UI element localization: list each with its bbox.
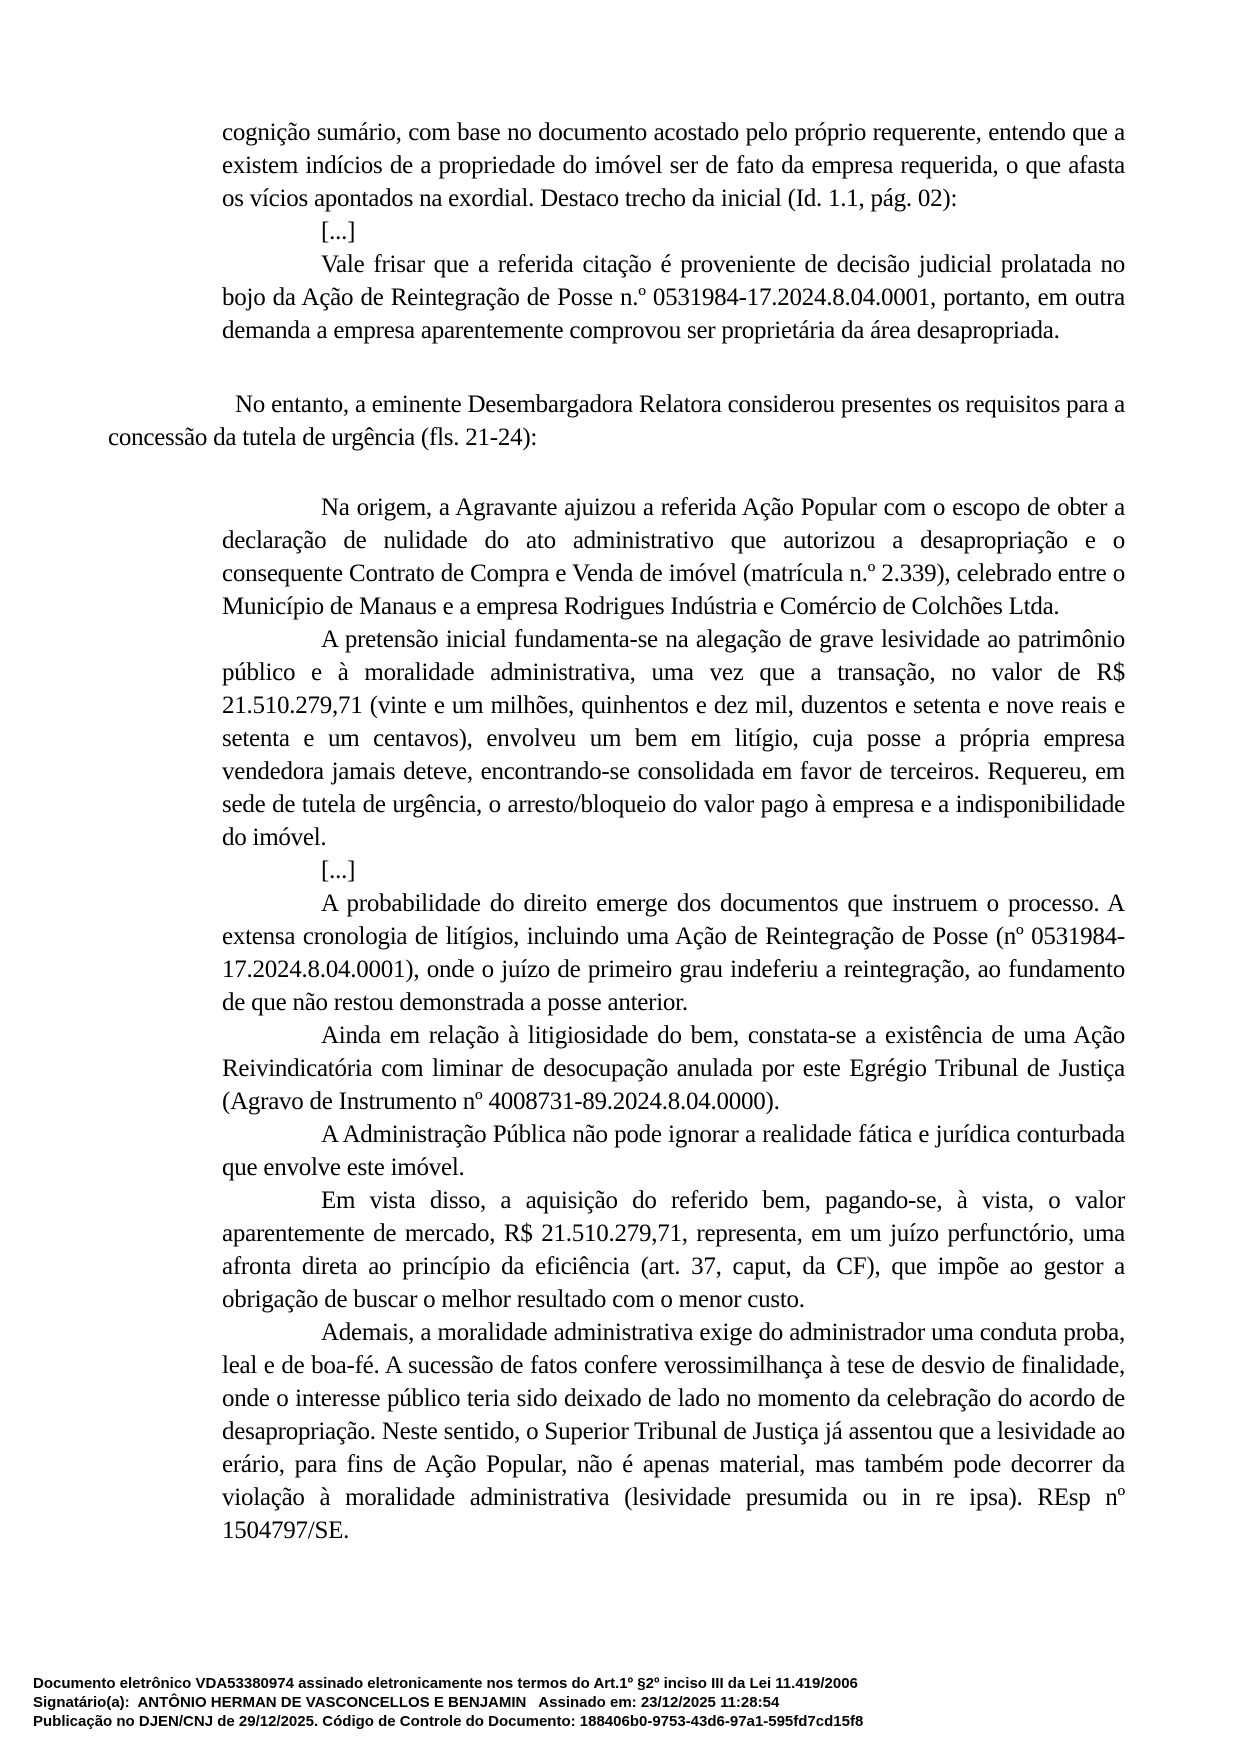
quote-block-decision-excerpt [222, 116, 1125, 347]
quote2-ellipsis: [...] [321, 857, 356, 884]
quote1-paragraph-continuation: cognição sumário, com base no documento acostado pelo próprio requerente, entendo que a existem indícios de a propriedade do imóvel ser de fato da empresa requerida, o que afasta os vícios apontados na exordial. Destaco trecho da inicial (Id. 1.1, pág. 02): [222, 119, 1125, 212]
quote2-paragraph-litigiosidade: Ainda em relação à litigiosidade do bem, constata-se a existência de uma Ação Reivindicatória com liminar de desocupação anulada por este Egrégio Tribunal de Justiça (Agravo de Instrumento nº 4008731-89.2024.8.04.0000). [222, 1022, 1125, 1115]
quote1-paragraph-vale-frisar: Vale frisar que a referida citação é proveniente de decisão judicial prolatada no bojo da Ação de Reintegração de Posse n.º 0531984-17.2024.8.04.0001, portanto, em outra demanda a empresa aparentemente comprovou ser proprietária da área desapropriada. [222, 251, 1125, 344]
quote2-paragraph-na-origem: Na origem, a Agravante ajuizou a referida Ação Popular com o escopo de obter a declaração de nulidade do ato administrativo que autorizou a desapropriação e o consequente Contrato de Compra e Venda de imóvel (matrícula n.º 2.339), celebrado entre o Município de Manaus e a empresa Rodrigues Indústria e Comércio de Colchões Ltda. [222, 494, 1125, 620]
quote-block-tutela-urgencia [222, 491, 1125, 1547]
quote2-paragraph-administracao-publica: A Administração Pública não pode ignorar a realidade fática e jurídica conturbada que envolve este imóvel. [222, 1121, 1125, 1181]
quote1-ellipsis: [...] [321, 218, 356, 245]
footer-line-electronic-document: Documento eletrônico VDA53380974 assinado eletronicamente nos termos do Art.1º §2º inciso III da Lei 11.419/2006 [33, 1675, 858, 1692]
quote2-paragraph-ademais-moralidade: Ademais, a moralidade administrativa exige do administrador uma conduta proba, leal e de boa-fé. A sucessão de fatos confere verossimilhança à tese de desvio de finalidade, onde o interesse público teria sido deixado de lado no momento da celebração do acordo de desapropriação. Neste sentido, o Superior Tribunal de Justiça já assentou que a lesividade ao erário, para fins de Ação Popular, não é apenas material, mas também pode decorrer da violação à moralidade administrativa (lesividade presumida ou in re ipsa). REsp nº 1504797/SE. [222, 1319, 1125, 1544]
footer-line-signatory: Signatário(a): ANTÔNIO HERMAN DE VASCONCELLOS E BENJAMIN Assinado em: 23/12/2025 11:28:54 [33, 1694, 780, 1711]
body-paragraph-no-entanto: No entanto, a eminente Desembargadora Relatora considerou presentes os requisitos para a concessão da tutela de urgência (fls. 21-24): [108, 391, 1125, 451]
document-body [108, 116, 1125, 1547]
quote2-paragraph-pretensao-inicial: A pretensão inicial fundamenta-se na alegação de grave lesividade ao patrimônio público e à moralidade administrativa, uma vez que a transação, no valor de R$ 21.510.279,71 (vinte e um milhões, quinhentos e dez mil, duzentos e setenta e nove reais e setenta e um centavos), envolveu um bem em litígio, cuja posse a própria empresa vendedora jamais deteve, encontrando-se consolidada em favor de terceiros. Requereu, em sede de tutela de urgência, o arresto/bloqueio do valor pago à empresa e a indisponibilidade do imóvel. [222, 626, 1125, 851]
quote2-paragraph-em-vista-disso: Em vista disso, a aquisição do referido bem, pagando-se, à vista, o valor aparentemente de mercado, R$ 21.510.279,71, representa, em um juízo perfunctório, uma afronta direta ao princípio da eficiência (art. 37, caput, da CF), que impõe ao gestor a obrigação de buscar o melhor resultado com o menor custo. [222, 1187, 1125, 1313]
quote2-paragraph-probabilidade-direito: A probabilidade do direito emerge dos documentos que instruem o processo. A extensa cronologia de litígios, incluindo uma Ação de Reintegração de Posse (nº 0531984-17.2024.8.04.0001), onde o juízo de primeiro grau indeferiu a reintegração, ao fundamento de que não restou demonstrada a posse anterior. [222, 890, 1125, 1016]
electronic-signature-footer [33, 1674, 1213, 1731]
footer-line-publication-control-code: Publicação no DJEN/CNJ de 29/12/2025. Código de Controle do Documento: 188406b0-9753-43d6-97a1-595fd7cd15f8 [33, 1713, 864, 1730]
